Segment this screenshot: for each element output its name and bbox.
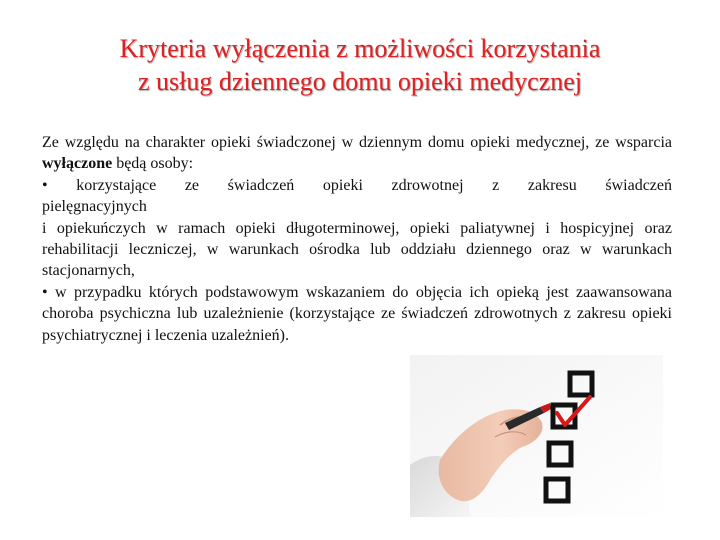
slide-body: [42, 132, 672, 346]
checklist-image: [410, 355, 663, 517]
title-line-1: Kryteria wyłączenia z możliwości korzystania: [119, 34, 601, 63]
bullet-1-rest-text: i opiekuńczych w ramach opieki długoterminowej, opieki paliatywnej i hospicyjnej oraz rehabilitacji leczniczej, w warunkach ośrodka lub oddziału dziennego oraz w warunkach stacjonarnych,: [42, 219, 672, 280]
bullet-1-line-1: korzystające ze świadczeń opieki zdrowotnej z zakresu świadczeń: [76, 176, 673, 194]
intro-paragraph: [42, 132, 672, 175]
title-line-2: z usług dziennego domu opieki medycznej: [137, 67, 583, 96]
intro-text-1: Ze względu na charakter opieki świadczonej w dziennym domu opieki medycznej, ze wsparcia: [42, 134, 672, 151]
intro-bold-text: wyłączone: [42, 155, 113, 173]
slide-title: [30, 32, 690, 98]
bullet-2-symbol: •: [42, 283, 48, 301]
bullet-1-line-2: pielęgnacyjnych: [42, 198, 147, 216]
checklist-illustration: [410, 355, 663, 517]
bullet-1-first-line: [42, 175, 672, 196]
bullet-1-symbol: •: [42, 176, 48, 194]
bullet-1-rest: [42, 218, 672, 282]
intro-text-2: będą osoby:: [112, 155, 194, 173]
bullet-2-text: w przypadku których podstawowym wskazaniem do objęcia ich opieką jest zaawansowana choroba psychiczna lub uzależnienie (korzystające ze świadczeń zdrowotnych z zakresu opieki psychiatrycznej i leczenia uzależnień).: [42, 283, 672, 344]
bullet-1-second-line: [42, 196, 672, 217]
bullet-2: [42, 282, 672, 346]
